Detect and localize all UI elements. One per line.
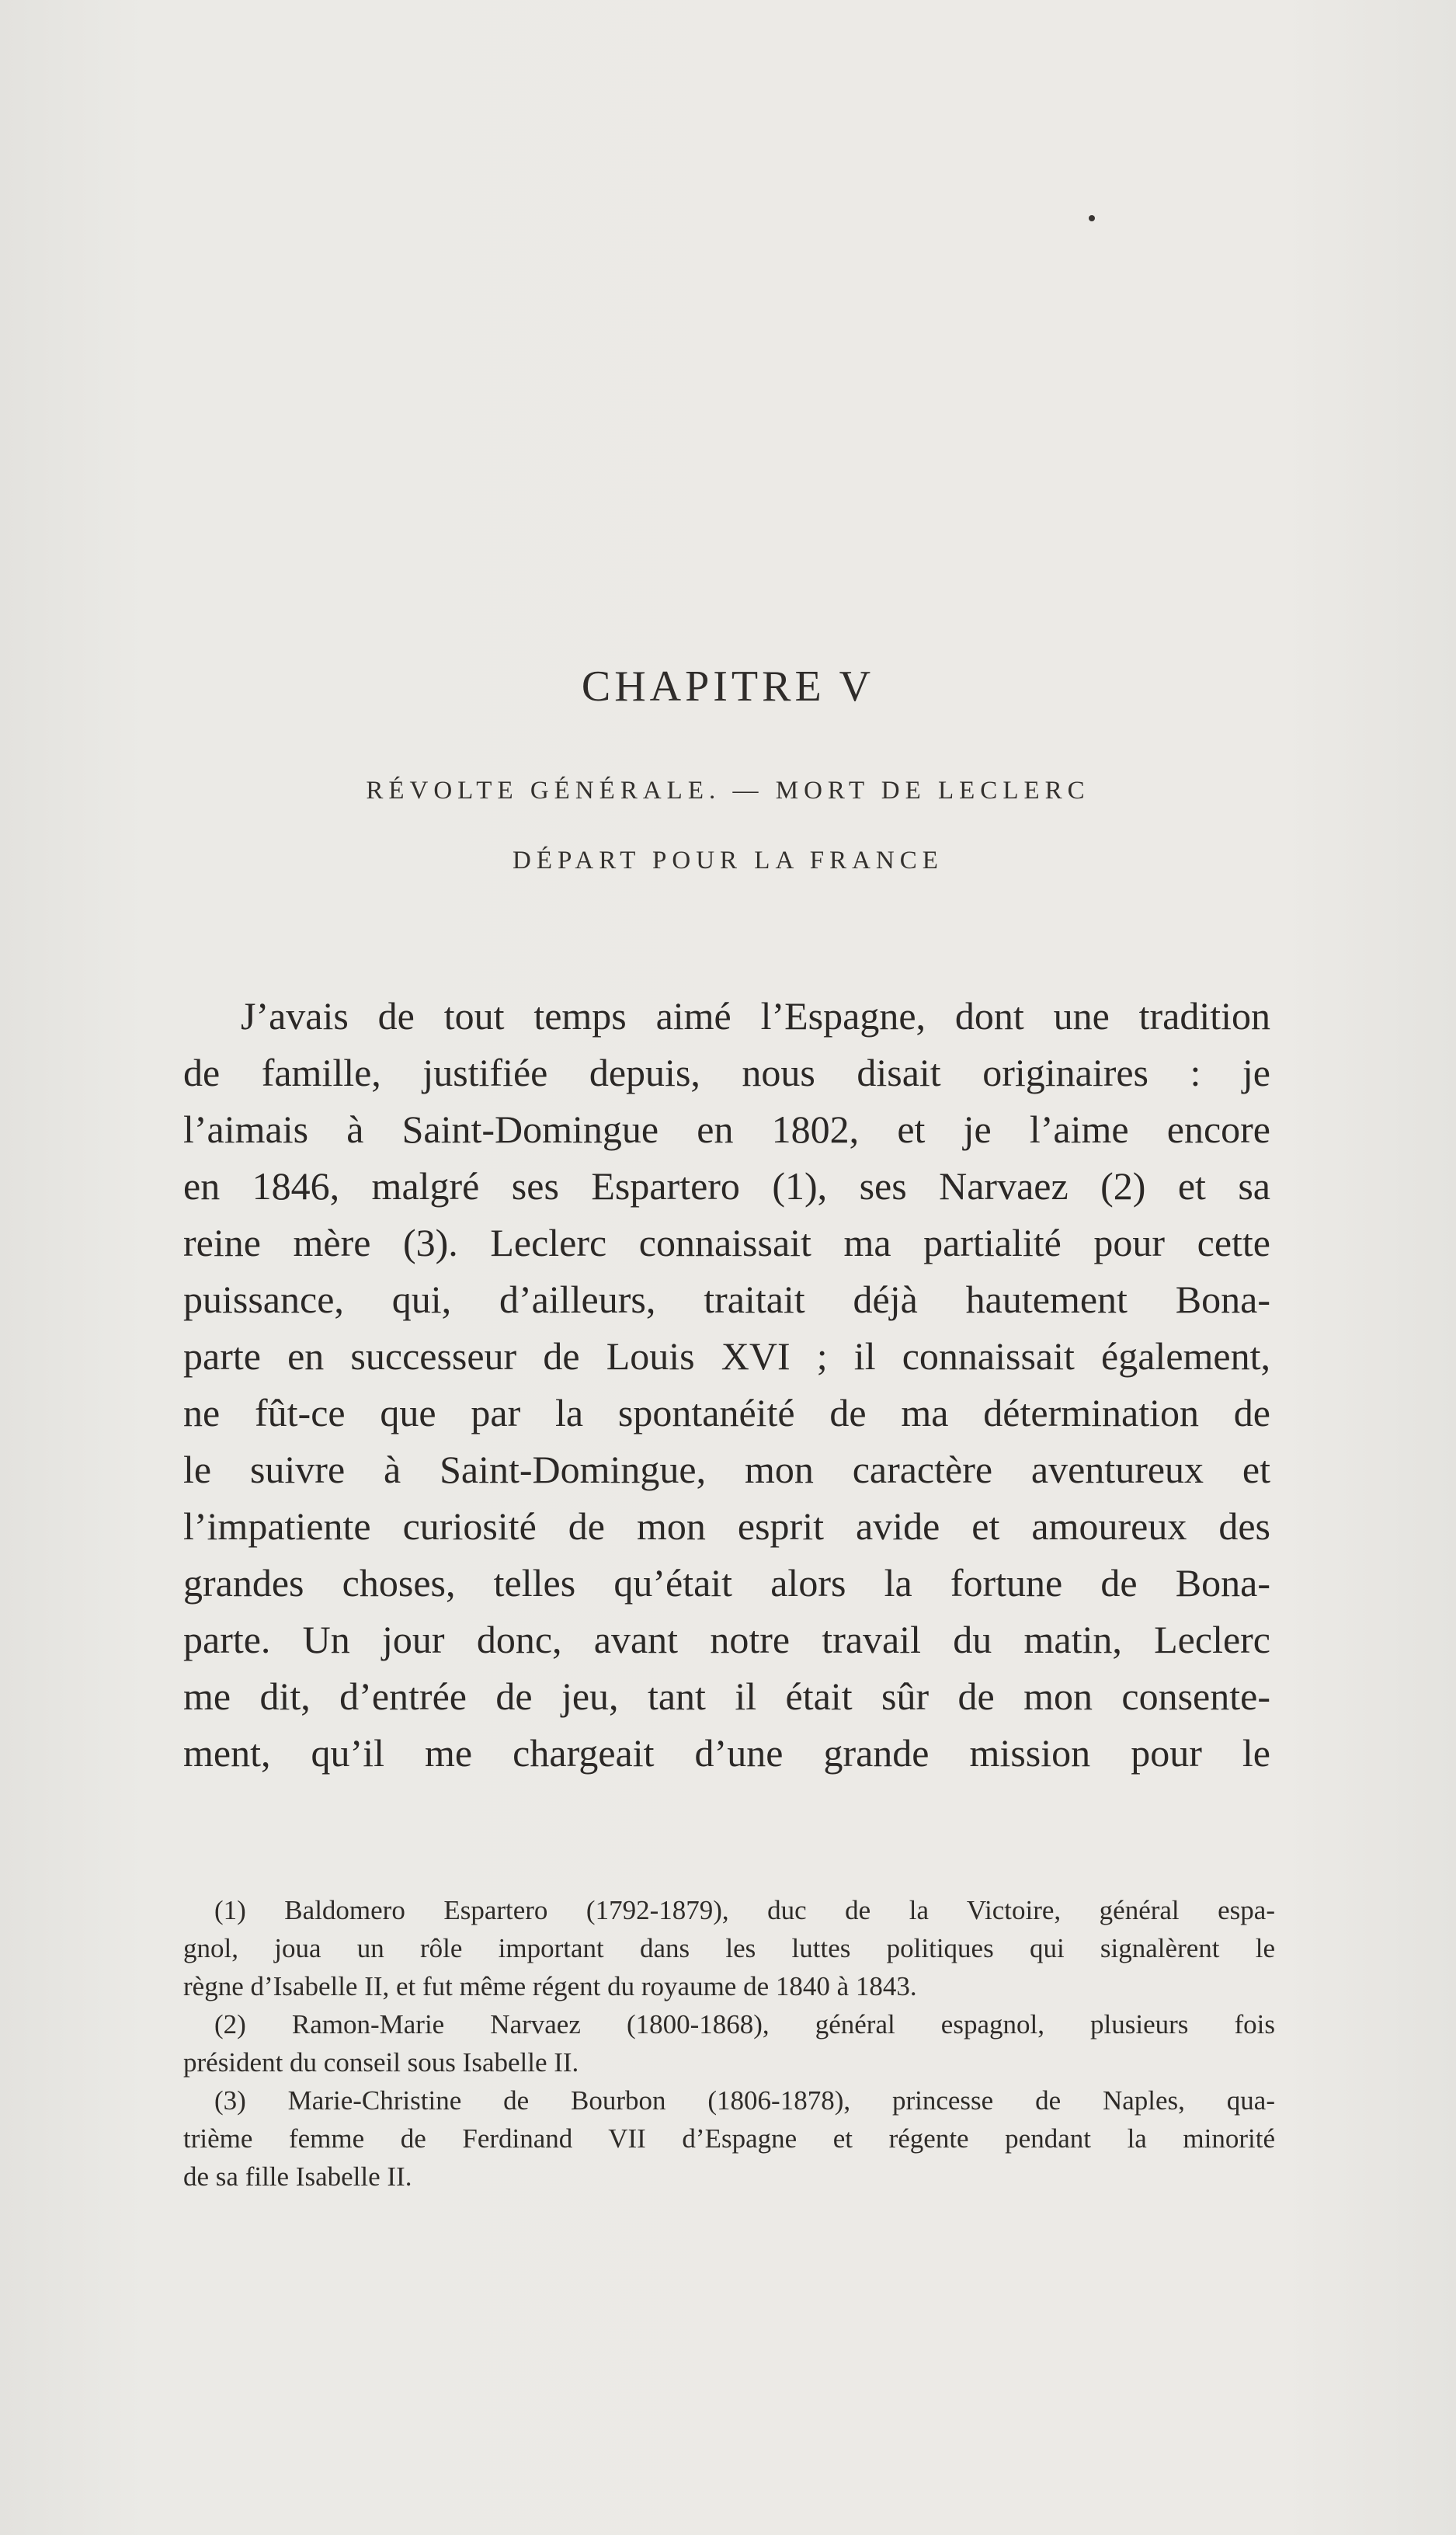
body-line: grandes choses, telles qu’était alors la fortune de Bona-: [183, 1561, 1270, 1605]
body-paragraph: [183, 988, 1270, 1782]
footnote-1-line: gnol, joua un rôle important dans les luttes politiques qui signalèrent le: [183, 1933, 1275, 1963]
footnote-3-line: trième femme de Ferdinand VII d’Espagne et régente pendant la minorité: [183, 2123, 1275, 2154]
footnote-2-line: (2) Ramon-Marie Narvaez (1800-1868), général espagnol, plusieurs fois: [214, 2009, 1275, 2039]
footnote-1-line: règne d’Isabelle II, et fut même régent du royaume de 1840 à 1843.: [183, 1971, 917, 2001]
body-line: parte en successeur de Louis XVI ; il connaissait également,: [183, 1334, 1270, 1378]
body-line: me dit, d’entrée de jeu, tant il était sûr de mon consente-: [183, 1674, 1270, 1718]
body-line: ne fût-ce que par la spontanéité de ma détermination de: [183, 1391, 1270, 1434]
body-line: l’aimais à Saint-Domingue en 1802, et je l’aime encore: [183, 1108, 1270, 1151]
chapter-subtitle-line-2: DÉPART POUR LA FRANCE: [513, 847, 943, 875]
chapter-subtitle-line-1: RÉVOLTE GÉNÉRALE. — MORT DE LECLERC: [366, 777, 1090, 805]
footnote-3-line: (3) Marie-Christine de Bourbon (1806-1878), princesse de Naples, qua-: [214, 2085, 1275, 2116]
body-line: de famille, justifiée depuis, nous disait originaires : je: [183, 1051, 1270, 1094]
body-line: parte. Un jour donc, avant notre travail du matin, Leclerc: [183, 1618, 1270, 1661]
body-line: ment, qu’il me chargeait d’une grande mission pour le: [183, 1731, 1270, 1775]
footnote-1-line: (1) Baldomero Espartero (1792-1879), duc de la Victoire, général espa-: [214, 1895, 1275, 1925]
body-line: le suivre à Saint-Domingue, mon caractère aventureux et: [183, 1448, 1270, 1491]
body-line: en 1846, malgré ses Espartero (1), ses Narvaez (2) et sa: [183, 1164, 1270, 1208]
chapter-title: CHAPITRE V: [581, 662, 875, 711]
footnotes: [183, 1891, 1275, 2196]
body-line: J’avais de tout temps aimé l’Espagne, dont une tradition: [241, 994, 1270, 1038]
body-line: l’impatiente curiosité de mon esprit avide et amoureux des: [183, 1504, 1270, 1548]
footnote-3-line: de sa fille Isabelle II.: [183, 2161, 412, 2192]
body-line: reine mère (3). Leclerc connaissait ma partialité pour cette: [183, 1221, 1270, 1264]
footnote-2-line: président du conseil sous Isabelle II.: [183, 2047, 579, 2078]
body-line: puissance, qui, d’ailleurs, traitait déjà hautement Bona-: [183, 1278, 1270, 1321]
ink-speck: [1089, 215, 1095, 221]
